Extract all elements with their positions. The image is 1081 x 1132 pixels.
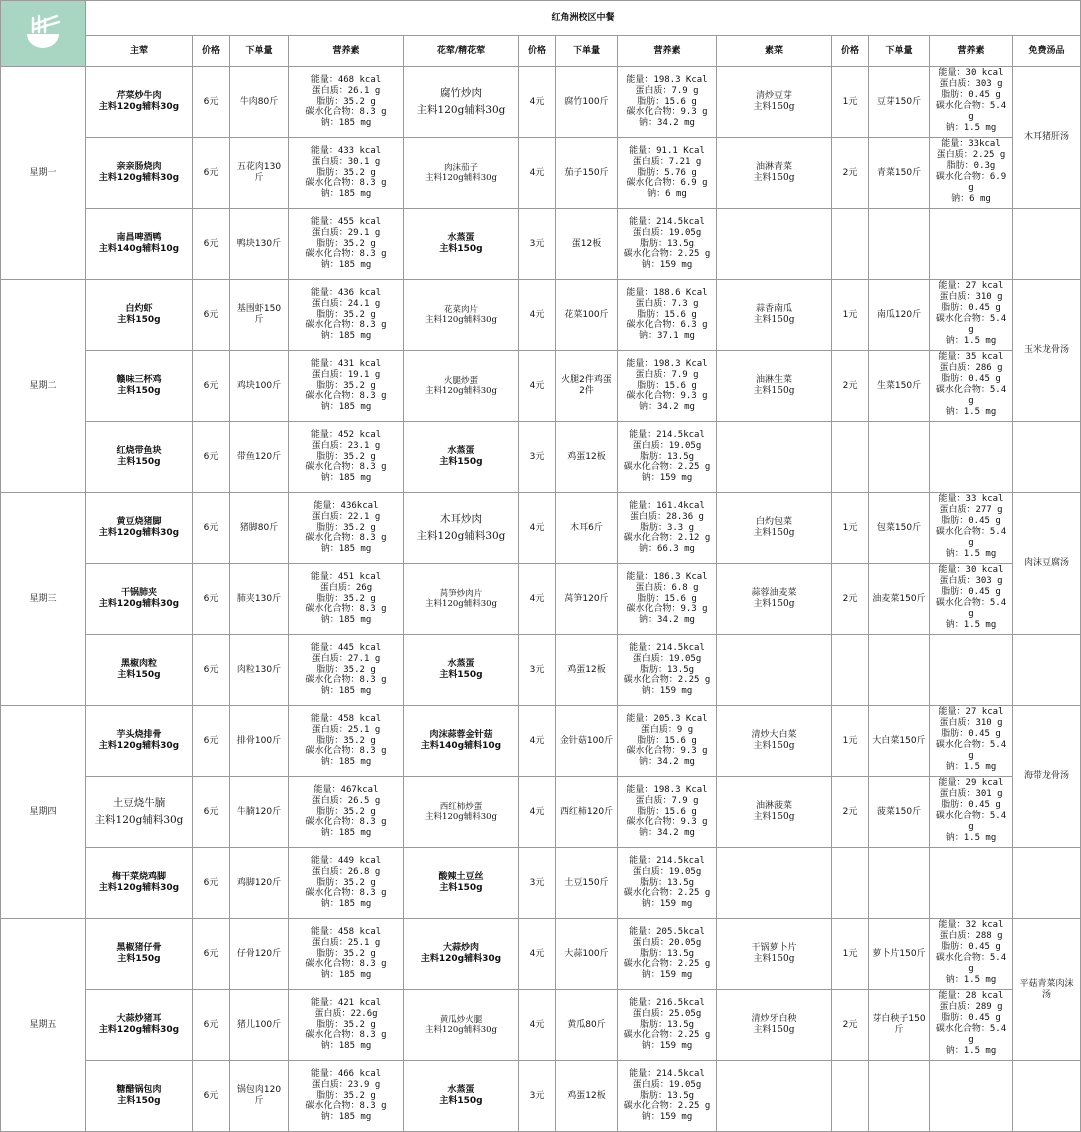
main-nutrition: 能量：455 kcal 蛋白质：29.1 g 脂肪：35.2 g 碳水化合物：8.3 g 钠：185 mg [289, 209, 404, 280]
main-nutrition: 能量：436kcal 蛋白质：22.1 g 脂肪：35.2 g 碳水化合物：8.3 g 钠：185 mg [289, 493, 404, 564]
veg-dish: 油淋菠菜 主料150g [717, 777, 832, 848]
veg-order-qty [869, 635, 930, 706]
main-dish: 黑椒猪仔骨 主料150g [86, 919, 193, 990]
day-label: 星期五 [1, 919, 86, 1132]
veg-nutrition-text [930, 1062, 1012, 1120]
side-price: 4元 [519, 138, 556, 209]
side-nutrition: 能量：198.3 Kcal 蛋白质：7.9 g 脂肪：15.6 g 碳水化合物：9.3 g 钠：34.2 mg [618, 777, 717, 848]
main-dish: 芋头烧排骨 主料120g辅料30g [86, 706, 193, 777]
veg-nutrition [930, 280, 1013, 351]
main-dish: 芹菜炒牛肉 主料120g辅料30g [86, 67, 193, 138]
header-side-price: 价格 [519, 36, 556, 67]
side-dish: 火腿炒蛋 主料120g辅料30g [404, 351, 519, 422]
main-price: 6元 [193, 67, 230, 138]
side-price: 4元 [519, 990, 556, 1061]
veg-nutrition-text: 能量：33 kcal 蛋白质：277 g 脂肪：0.45 g 碳水化合物：5.4 g 钠：1.5 mg [935, 494, 1007, 559]
veg-order-qty [869, 1061, 930, 1132]
main-price: 6元 [193, 848, 230, 919]
main-order-qty: 排骨100斤 [230, 706, 289, 777]
veg-nutrition-text: 能量：30 kcal 蛋白质：303 g 脂肪：0.45 g 碳水化合物：5.4 g 钠：1.5 mg [935, 565, 1007, 630]
veg-price: 1元 [832, 919, 869, 990]
side-price: 4元 [519, 706, 556, 777]
side-order-qty: 火腿2件鸡蛋 2件 [556, 351, 618, 422]
header-main-nutrition: 营养素 [289, 36, 404, 67]
side-order-qty: 花菜100斤 [556, 280, 618, 351]
main-dish: 干锅肺夹 主料120g辅料30g [86, 564, 193, 635]
main-nutrition: 能量：458 kcal 蛋白质：25.1 g 脂肪：35.2 g 碳水化合物：8.3 g 钠：185 mg [289, 919, 404, 990]
header-veg-nutrition: 营养素 [930, 36, 1013, 67]
side-price: 4元 [519, 280, 556, 351]
veg-order-qty: 生菜150斤 [869, 351, 930, 422]
header-main-qty: 下单量 [230, 36, 289, 67]
veg-nutrition [930, 635, 1013, 706]
veg-nutrition [930, 848, 1013, 919]
main-price: 6元 [193, 209, 230, 280]
main-order-qty: 鸡脚120斤 [230, 848, 289, 919]
menu-row [1, 280, 1081, 351]
veg-order-qty: 芽白秧子150 斤 [869, 990, 930, 1061]
main-order-qty: 猪儿100斤 [230, 990, 289, 1061]
veg-price [832, 209, 869, 280]
veg-dish [717, 635, 832, 706]
side-nutrition: 能量：198.3 Kcal 蛋白质：7.9 g 脂肪：15.6 g 碳水化合物：9.3 g 钠：34.2 mg [618, 67, 717, 138]
main-order-qty: 肉粒130斤 [230, 635, 289, 706]
header-veg-qty: 下单量 [869, 36, 930, 67]
veg-nutrition [930, 777, 1013, 848]
main-dish: 土豆烧牛腩 主料120g辅料30g [86, 777, 193, 848]
veg-dish: 油淋生菜 主料150g [717, 351, 832, 422]
veg-nutrition-text [930, 636, 1012, 694]
veg-dish [717, 209, 832, 280]
main-price: 6元 [193, 351, 230, 422]
side-dish: 肉沫茄子 主料120g辅料30g [404, 138, 519, 209]
menu-row [1, 848, 1081, 919]
side-dish: 酸辣土豆丝 主料150g [404, 848, 519, 919]
main-order-qty: 猪脚80斤 [230, 493, 289, 564]
side-nutrition: 能量：198.3 Kcal 蛋白质：7.9 g 脂肪：15.6 g 碳水化合物：9.3 g 钠：34.2 mg [618, 351, 717, 422]
veg-price: 2元 [832, 138, 869, 209]
side-price: 3元 [519, 1061, 556, 1132]
veg-nutrition-text: 能量：30 kcal 蛋白质：303 g 脂肪：0.45 g 碳水化合物：5.4 g 钠：1.5 mg [935, 68, 1007, 133]
side-dish: 西红柿炒蛋 主料120g辅料30g [404, 777, 519, 848]
side-nutrition: 能量：214.5kcal 蛋白质：19.05g 脂肪：13.5g 碳水化合物：2.25 g 钠：159 mg [618, 848, 717, 919]
side-dish: 花菜肉片 主料120g辅料30g [404, 280, 519, 351]
side-price: 4元 [519, 919, 556, 990]
side-nutrition: 能量：161.4kcal 蛋白质：28.36 g 脂肪：3.3 g 碳水化合物：2.12 g 钠：66.3 mg [618, 493, 717, 564]
menu-row [1, 635, 1081, 706]
side-order-qty: 腐竹100斤 [556, 67, 618, 138]
veg-price [832, 635, 869, 706]
header-side-nutrition: 营养素 [618, 36, 717, 67]
main-dish: 糖醋锅包肉 主料150g [86, 1061, 193, 1132]
main-nutrition: 能量：452 kcal 蛋白质：23.1 g 脂肪：35.2 g 碳水化合物：8.3 g 钠：185 mg [289, 422, 404, 493]
main-price: 6元 [193, 564, 230, 635]
veg-price: 1元 [832, 67, 869, 138]
menu-row [1, 351, 1081, 422]
main-price: 6元 [193, 422, 230, 493]
side-price: 4元 [519, 351, 556, 422]
header-soup: 免费汤品 [1013, 36, 1081, 67]
main-nutrition: 能量：468 kcal 蛋白质：26.1 g 脂肪：35.2 g 碳水化合物：8.3 g 钠：185 mg [289, 67, 404, 138]
free-soup: 玉米龙骨汤 [1013, 280, 1081, 422]
side-order-qty: 鸡蛋12板 [556, 1061, 618, 1132]
side-dish: 水蒸蛋 主料150g [404, 422, 519, 493]
veg-order-qty: 包菜150斤 [869, 493, 930, 564]
side-dish: 黄瓜炒火腿 主料120g辅料30g [404, 990, 519, 1061]
veg-order-qty: 青菜150斤 [869, 138, 930, 209]
side-nutrition: 能量：188.6 Kcal 蛋白质：7.3 g 脂肪：15.6 g 碳水化合物：6.3 g 钠：37.1 mg [618, 280, 717, 351]
side-nutrition: 能量：214.5kcal 蛋白质：19.05g 脂肪：13.5g 碳水化合物：2.25 g 钠：159 mg [618, 422, 717, 493]
veg-order-qty [869, 422, 930, 493]
menu-row [1, 919, 1081, 990]
main-order-qty: 仔骨120斤 [230, 919, 289, 990]
veg-price [832, 422, 869, 493]
main-order-qty: 肺夹130斤 [230, 564, 289, 635]
side-dish: 大蒜炒肉 主料120g辅料30g [404, 919, 519, 990]
main-price: 6元 [193, 1061, 230, 1132]
side-dish: 肉沫蒜蓉金针菇 主料140g辅料10g [404, 706, 519, 777]
noodle-bowl-icon [21, 10, 65, 54]
side-dish: 木耳炒肉 主料120g辅料30g [404, 493, 519, 564]
main-nutrition: 能量：433 kcal 蛋白质：30.1 g 脂肪：35.2 g 碳水化合物：8.3 g 钠：185 mg [289, 138, 404, 209]
veg-order-qty: 菠菜150斤 [869, 777, 930, 848]
header-side: 花荤/精花荤 [404, 36, 519, 67]
header-veg-price: 价格 [832, 36, 869, 67]
main-price: 6元 [193, 919, 230, 990]
main-nutrition: 能量：421 kcal 蛋白质：22.6g 脂肪：35.2 g 碳水化合物：8.3 g 钠：185 mg [289, 990, 404, 1061]
main-order-qty: 鸡块100斤 [230, 351, 289, 422]
side-order-qty: 黄瓜80斤 [556, 990, 618, 1061]
side-nutrition: 能量：214.5kcal 蛋白质：19.05g 脂肪：13.5g 碳水化合物：2.25 g 钠：159 mg [618, 1061, 717, 1132]
veg-nutrition-text [930, 849, 1012, 907]
veg-nutrition-text: 能量：27 kcal 蛋白质：310 g 脂肪：0.45 g 碳水化合物：5.4 g 钠：1.5 mg [935, 707, 1007, 772]
main-price: 6元 [193, 138, 230, 209]
veg-nutrition [930, 351, 1013, 422]
main-order-qty: 锅包肉120 斤 [230, 1061, 289, 1132]
main-dish: 大蒜炒猪耳 主料120g辅料30g [86, 990, 193, 1061]
side-price: 3元 [519, 848, 556, 919]
veg-order-qty [869, 209, 930, 280]
main-order-qty: 基围虾150 斤 [230, 280, 289, 351]
day-label: 星期二 [1, 280, 86, 493]
veg-price: 2元 [832, 777, 869, 848]
side-dish: 莴笋炒肉片 主料120g辅料30g [404, 564, 519, 635]
veg-nutrition-text [930, 210, 1012, 268]
side-price: 4元 [519, 493, 556, 564]
free-soup-empty [1013, 848, 1081, 919]
side-nutrition: 能量：214.5kcal 蛋白质：19.05g 脂肪：13.5g 碳水化合物：2.25 g 钠：159 mg [618, 635, 717, 706]
main-order-qty: 五花肉130 斤 [230, 138, 289, 209]
logo-cell [1, 1, 86, 67]
veg-price: 1元 [832, 280, 869, 351]
veg-dish: 油淋青菜 主料150g [717, 138, 832, 209]
main-nutrition: 能量：451 kcal 蛋白质：26g 脂肪：35.2 g 碳水化合物：8.3 g 钠：185 mg [289, 564, 404, 635]
main-dish: 梅干菜烧鸡脚 主料120g辅料30g [86, 848, 193, 919]
day-label: 星期四 [1, 706, 86, 919]
free-soup-empty [1013, 209, 1081, 280]
veg-dish: 干锅萝卜片 主料150g [717, 919, 832, 990]
header-side-qty: 下单量 [556, 36, 618, 67]
veg-order-qty: 大白菜150斤 [869, 706, 930, 777]
side-dish: 腐竹炒肉 主料120g辅料30g [404, 67, 519, 138]
veg-price: 1元 [832, 493, 869, 564]
menu-row [1, 777, 1081, 848]
header-main: 主荤 [86, 36, 193, 67]
veg-nutrition-text: 能量：29 kcal 蛋白质：301 g 脂肪：0.45 g 碳水化合物：5.4 g 钠：1.5 mg [935, 778, 1007, 843]
menu-row [1, 209, 1081, 280]
main-dish: 赣味三杯鸡 主料150g [86, 351, 193, 422]
side-price: 4元 [519, 564, 556, 635]
side-price: 3元 [519, 422, 556, 493]
day-label: 星期一 [1, 67, 86, 280]
veg-order-qty: 南瓜120斤 [869, 280, 930, 351]
veg-price [832, 1061, 869, 1132]
veg-order-qty: 萝卜片150斤 [869, 919, 930, 990]
main-dish: 黑椒肉粒 主料150g [86, 635, 193, 706]
veg-dish: 清炒大白菜 主料150g [717, 706, 832, 777]
veg-nutrition [930, 706, 1013, 777]
veg-nutrition [930, 422, 1013, 493]
free-soup: 海带龙骨汤 [1013, 706, 1081, 848]
main-nutrition: 能量：467kcal 蛋白质：26.5 g 脂肪：35.2 g 碳水化合物：8.3 g 钠：185 mg [289, 777, 404, 848]
side-order-qty: 鸡蛋12板 [556, 422, 618, 493]
veg-order-qty [869, 848, 930, 919]
veg-dish: 白灼包菜 主料150g [717, 493, 832, 564]
side-nutrition: 能量：205.3 Kcal 蛋白质：9 g 脂肪：15.6 g 碳水化合物：9.3 g 钠：34.2 mg [618, 706, 717, 777]
menu-row [1, 422, 1081, 493]
menu-row [1, 67, 1081, 138]
veg-dish [717, 848, 832, 919]
veg-dish: 清炒豆芽 主料150g [717, 67, 832, 138]
side-nutrition: 能量：205.5kcal 蛋白质：20.05g 脂肪：13.5g 碳水化合物：2.25 g 钠：159 mg [618, 919, 717, 990]
menu-row [1, 1061, 1081, 1132]
veg-dish [717, 422, 832, 493]
free-soup: 平菇青菜肉沫 汤 [1013, 919, 1081, 1061]
side-order-qty: 鸡蛋12板 [556, 635, 618, 706]
header-veg: 素菜 [717, 36, 832, 67]
side-price: 3元 [519, 209, 556, 280]
main-dish: 南昌啤酒鸭 主料140g辅料10g [86, 209, 193, 280]
header-main-price: 价格 [193, 36, 230, 67]
free-soup-empty [1013, 1061, 1081, 1132]
veg-dish: 蒜香南瓜 主料150g [717, 280, 832, 351]
side-order-qty: 茄子150斤 [556, 138, 618, 209]
side-price: 4元 [519, 67, 556, 138]
day-label: 星期三 [1, 493, 86, 706]
free-soup-empty [1013, 635, 1081, 706]
main-nutrition: 能量：466 kcal 蛋白质：23.9 g 脂肪：35.2 g 碳水化合物：8.3 g 钠：185 mg [289, 1061, 404, 1132]
main-price: 6元 [193, 990, 230, 1061]
side-order-qty: 大蒜100斤 [556, 919, 618, 990]
free-soup: 肉沫豆腐汤 [1013, 493, 1081, 635]
side-nutrition: 能量：186.3 Kcal 蛋白质：6.8 g 脂肪：15.6 g 碳水化合物：9.3 g 钠：34.2 mg [618, 564, 717, 635]
veg-nutrition-text: 能量：35 kcal 蛋白质：286 g 脂肪：0.45 g 碳水化合物：5.4 g 钠：1.5 mg [935, 352, 1007, 417]
veg-price: 2元 [832, 990, 869, 1061]
veg-price: 2元 [832, 564, 869, 635]
menu-row [1, 138, 1081, 209]
free-soup-empty [1013, 422, 1081, 493]
main-dish: 黄豆烧猪脚 主料120g辅料30g [86, 493, 193, 564]
side-order-qty: 土豆150斤 [556, 848, 618, 919]
main-dish: 白灼虾 主料150g [86, 280, 193, 351]
menu-title: 红角洲校区中餐 [86, 1, 1081, 36]
side-nutrition: 能量：214.5kcal 蛋白质：19.05g 脂肪：13.5g 碳水化合物：2.25 g 钠：159 mg [618, 209, 717, 280]
veg-nutrition [930, 209, 1013, 280]
veg-dish: 蒜蓉油麦菜 主料150g [717, 564, 832, 635]
side-dish: 水蒸蛋 主料150g [404, 635, 519, 706]
main-nutrition: 能量：436 kcal 蛋白质：24.1 g 脂肪：35.2 g 碳水化合物：8.3 g 钠：185 mg [289, 280, 404, 351]
veg-nutrition [930, 564, 1013, 635]
side-price: 3元 [519, 635, 556, 706]
side-dish: 水蒸蛋 主料150g [404, 209, 519, 280]
veg-price: 2元 [832, 351, 869, 422]
veg-nutrition-text: 能量：32 kcal 蛋白质：288 g 脂肪：0.45 g 碳水化合物：5.4 g 钠：1.5 mg [935, 920, 1007, 985]
main-order-qty: 牛肉80斤 [230, 67, 289, 138]
veg-nutrition-text: 能量：27 kcal 蛋白质：310 g 脂肪：0.45 g 碳水化合物：5.4 g 钠：1.5 mg [935, 281, 1007, 346]
veg-nutrition [930, 67, 1013, 138]
main-dish: 红烧带鱼块 主料150g [86, 422, 193, 493]
veg-dish [717, 1061, 832, 1132]
main-price: 6元 [193, 635, 230, 706]
main-price: 6元 [193, 706, 230, 777]
veg-nutrition [930, 138, 1013, 209]
veg-nutrition [930, 990, 1013, 1061]
veg-order-qty: 油麦菜150斤 [869, 564, 930, 635]
main-order-qty: 带鱼120斤 [230, 422, 289, 493]
veg-nutrition-text: 能量：33kcal 蛋白质：2.25 g 脂肪：0.3g 碳水化合物：6.9 g 钠：6 mg [935, 139, 1007, 204]
veg-dish: 清炒牙白秧 主料150g [717, 990, 832, 1061]
free-soup: 木耳猪肝汤 [1013, 67, 1081, 209]
menu-row [1, 990, 1081, 1061]
veg-nutrition [930, 1061, 1013, 1132]
main-nutrition: 能量：445 kcal 蛋白质：27.1 g 脂肪：35.2 g 碳水化合物：8.3 g 钠：185 mg [289, 635, 404, 706]
side-dish: 水蒸蛋 主料150g [404, 1061, 519, 1132]
side-nutrition: 能量：216.5kcal 蛋白质：25.05g 脂肪：13.5g 碳水化合物：2.25 g 钠：159 mg [618, 990, 717, 1061]
veg-nutrition [930, 919, 1013, 990]
main-price: 6元 [193, 777, 230, 848]
veg-order-qty: 豆芽150斤 [869, 67, 930, 138]
menu-row [1, 493, 1081, 564]
main-nutrition: 能量：458 kcal 蛋白质：25.1 g 脂肪：35.2 g 碳水化合物：8.3 g 钠：185 mg [289, 706, 404, 777]
side-order-qty: 莴笋120斤 [556, 564, 618, 635]
side-nutrition: 能量：91.1 Kcal 蛋白质：7.21 g 脂肪：5.76 g 碳水化合物：6.9 g 钠：6 mg [618, 138, 717, 209]
veg-price: 1元 [832, 706, 869, 777]
main-price: 6元 [193, 493, 230, 564]
veg-price [832, 848, 869, 919]
side-order-qty: 西红柿120斤 [556, 777, 618, 848]
main-nutrition: 能量：431 kcal 蛋白质：19.1 g 脂肪：35.2 g 碳水化合物：8.3 g 钠：185 mg [289, 351, 404, 422]
menu-row [1, 706, 1081, 777]
main-order-qty: 牛腩120斤 [230, 777, 289, 848]
main-price: 6元 [193, 280, 230, 351]
menu-row [1, 564, 1081, 635]
main-nutrition: 能量：449 kcal 蛋白质：26.8 g 脂肪：35.2 g 碳水化合物：8.3 g 钠：185 mg [289, 848, 404, 919]
side-order-qty: 蛋12板 [556, 209, 618, 280]
veg-nutrition-text: 能量：28 kcal 蛋白质：289 g 脂肪：0.45 g 碳水化合物：5.4 g 钠：1.5 mg [935, 991, 1007, 1056]
side-price: 4元 [519, 777, 556, 848]
main-order-qty: 鸭块130斤 [230, 209, 289, 280]
veg-nutrition-text [930, 423, 1012, 481]
side-order-qty: 木耳6斤 [556, 493, 618, 564]
side-order-qty: 金针菇100斤 [556, 706, 618, 777]
main-dish: 亲亲肠烧肉 主料120g辅料30g [86, 138, 193, 209]
veg-nutrition [930, 493, 1013, 564]
